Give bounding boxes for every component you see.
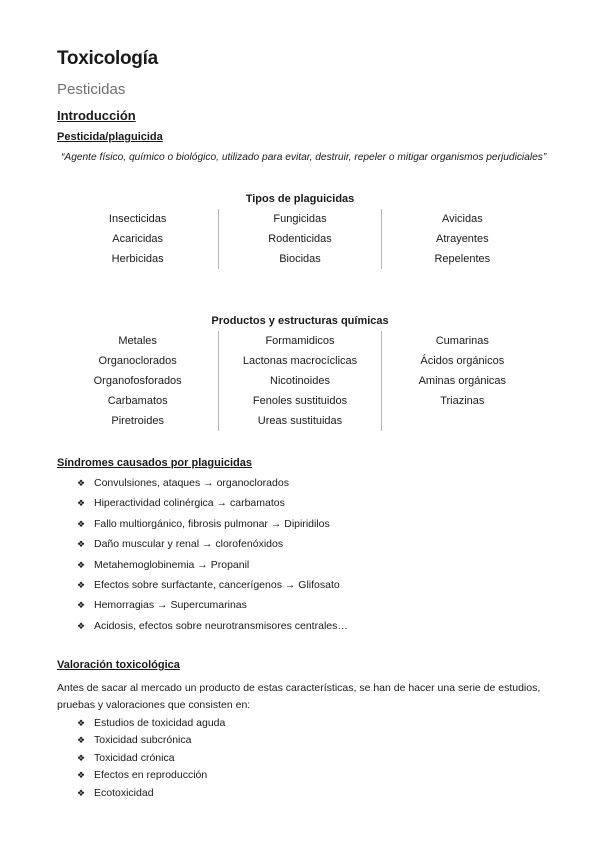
document-title: Toxicología xyxy=(57,48,158,69)
list-item-text: Daño muscular y renal → clorofenóxidos xyxy=(94,538,284,551)
diamond-bullet-icon: ❖ xyxy=(77,580,86,591)
list-item xyxy=(77,555,348,575)
list-item xyxy=(77,715,225,732)
list-item-text: Toxicidad crónica xyxy=(94,751,175,764)
diamond-bullet-icon: ❖ xyxy=(77,539,86,550)
list-item xyxy=(77,750,225,767)
document-subtitle: Pesticidas xyxy=(57,81,126,98)
list-item-text: Efectos sobre surfactante, cancerígenos → Glifosato xyxy=(94,579,340,592)
tipos-cell: Rodenticidas xyxy=(268,233,332,245)
list-item xyxy=(77,595,348,615)
tipos-cell: Biocidas xyxy=(279,253,321,265)
productos-column xyxy=(57,331,218,431)
productos-cell: Carbamatos xyxy=(107,395,168,407)
list-item xyxy=(77,493,348,513)
list-item-text: Metahemoglobinemia → Propanil xyxy=(94,558,250,571)
tipos-cell: Herbicidas xyxy=(111,253,164,265)
list-item xyxy=(77,767,225,784)
productos-cell: Triazinas xyxy=(440,395,485,407)
diamond-bullet-icon: ❖ xyxy=(77,718,86,728)
list-item-text: Estudios de toxicidad aguda xyxy=(94,717,226,729)
productos-table-title: Productos y estructuras químicas xyxy=(211,315,389,327)
productos-cell: Nicotinoides xyxy=(270,375,330,387)
valoracion-list xyxy=(77,715,225,802)
productos-cell: Organoclorados xyxy=(98,355,177,367)
tipos-table xyxy=(57,209,543,269)
diamond-bullet-icon: ❖ xyxy=(77,752,86,763)
list-item xyxy=(77,473,348,493)
list-item xyxy=(77,732,225,749)
list-item-text: Efectos en reproducción xyxy=(94,769,208,782)
productos-cell: Ureas sustituidas xyxy=(257,415,343,427)
list-item xyxy=(77,616,348,636)
productos-cell: Aminas orgánicas xyxy=(418,375,507,387)
valoracion-heading: Valoración toxicológica xyxy=(57,659,180,671)
diamond-bullet-icon: ❖ xyxy=(77,787,86,798)
productos-cell: Fenoles sustituidos xyxy=(252,395,348,407)
tipos-column xyxy=(57,209,218,269)
list-item-text: Ecotoxicidad xyxy=(94,786,154,799)
productos-cell: Piretroides xyxy=(111,415,164,427)
productos-cell: Lactonas macrocíclicas xyxy=(242,355,358,367)
tipos-table-title: Tipos de plaguicidas xyxy=(245,193,355,205)
diamond-bullet-icon: ❖ xyxy=(77,600,86,611)
tipos-cell: Acaricidas xyxy=(112,233,164,245)
diamond-bullet-icon: ❖ xyxy=(77,478,86,488)
list-item xyxy=(77,575,348,595)
tipos-cell: Insecticidas xyxy=(108,213,167,225)
productos-column xyxy=(381,331,543,431)
list-item xyxy=(77,785,225,802)
list-item-text: Acidosis, efectos sobre neurotransmisores centrales… xyxy=(94,619,348,632)
diamond-bullet-icon: ❖ xyxy=(77,770,86,781)
list-item-text: Fallo multiorgánico, fibrosis pulmonar → Dipiridilos xyxy=(94,517,330,530)
definition-quote: “Agente físico, químico o biológico, utilizado para evitar, destruir, repeler o mitigar organismos perjudiciales” xyxy=(61,152,547,163)
intro-heading: Introducción xyxy=(57,108,136,123)
list-item xyxy=(77,534,348,554)
productos-column xyxy=(218,331,380,431)
valoracion-paragraph: Antes de sacar al mercado un producto de estas características, se han de hacer una serie de estudios, pruebas y valoraciones que consisten en: xyxy=(57,682,541,711)
sindromes-heading: Síndromes causados por plaguicidas xyxy=(57,457,252,469)
diamond-bullet-icon: ❖ xyxy=(77,559,86,570)
productos-cell: Organofosforados xyxy=(93,375,182,387)
sindromes-list xyxy=(77,473,348,636)
productos-cell: Metales xyxy=(118,335,157,347)
productos-cell: Ácidos orgánicos xyxy=(420,355,505,367)
productos-table xyxy=(57,331,543,431)
tipos-column xyxy=(218,209,380,269)
definition-heading: Pesticida/plaguicida xyxy=(57,131,163,143)
diamond-bullet-icon: ❖ xyxy=(77,518,86,529)
diamond-bullet-icon: ❖ xyxy=(77,620,86,631)
list-item-text: Hiperactividad colinérgica → carbamatos xyxy=(94,497,285,510)
list-item-text: Convulsiones, ataques → organoclorados xyxy=(94,477,289,489)
tipos-cell: Fungicidas xyxy=(273,213,327,225)
tipos-cell: Repelentes xyxy=(434,253,491,265)
list-item-text: Toxicidad subcrónica xyxy=(94,734,192,747)
tipos-cell: Atrayentes xyxy=(436,233,489,245)
tipos-cell: Avicidas xyxy=(441,213,483,225)
list-item xyxy=(77,514,348,534)
productos-cell: Formamidicos xyxy=(265,335,335,347)
diamond-bullet-icon: ❖ xyxy=(77,735,86,746)
productos-cell: Cumarinas xyxy=(435,335,489,347)
tipos-column xyxy=(381,209,543,269)
list-item-text: Hemorragias → Supercumarinas xyxy=(94,599,247,612)
diamond-bullet-icon: ❖ xyxy=(77,498,86,509)
